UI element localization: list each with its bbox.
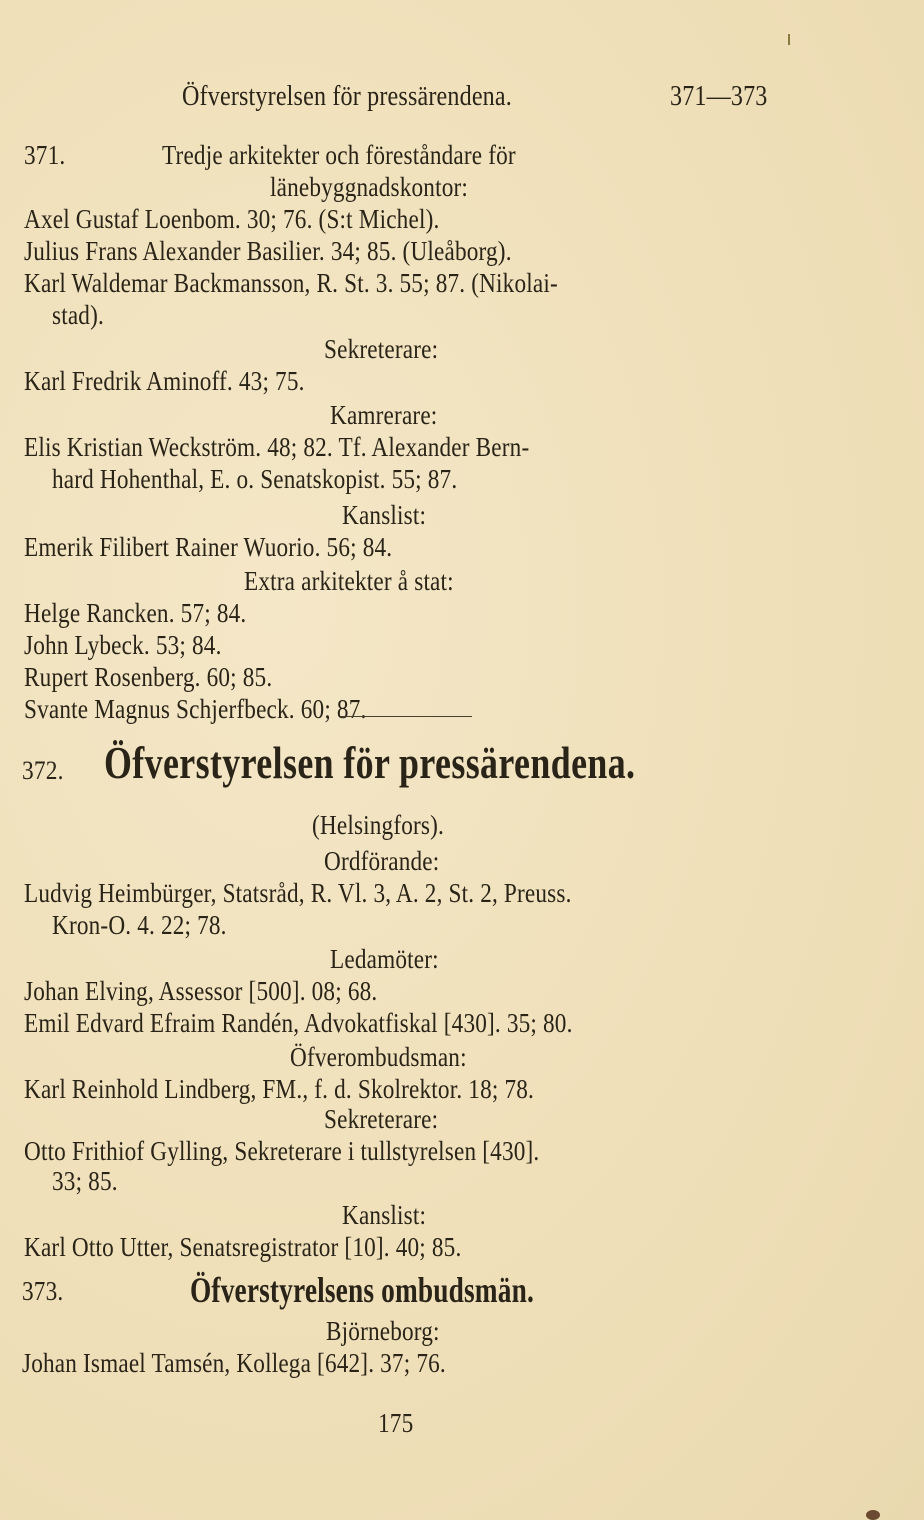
kanslist-entry: Emerik Filibert Rainer Wuorio. 56; 84. [24, 532, 393, 562]
paper-stain [866, 1510, 880, 1520]
kanslist-heading: Kanslist: [342, 500, 427, 530]
kanslist-entry: Karl Otto Utter, Senatsregistrator [10]. 40; 85. [24, 1232, 462, 1262]
section-371-entry-continued: stad). [52, 300, 104, 330]
ledamot-entry: Emil Edvard Efraim Randén, Advokatfiskal [430]. 35; 80. [24, 1008, 573, 1038]
sekreterare-entry: Karl Fredrik Aminoff. 43; 75. [24, 366, 305, 396]
kanslist-heading: Kanslist: [342, 1200, 427, 1230]
ledamoter-heading: Ledamöter: [330, 944, 439, 974]
section-372-location: (Helsingfors). [312, 810, 445, 840]
ordforande-entry-line1: Ludvig Heimbürger, Statsråd, R. Vl. 3, A. 2, St. 2, Preuss. [24, 878, 572, 908]
ordforande-entry-line2: Kron-O. 4. 22; 78. [52, 910, 227, 940]
ofverombudsman-heading: Öfverombudsman: [290, 1042, 467, 1072]
kamrerare-heading: Kamrerare: [330, 400, 438, 430]
sekreterare-entry-line1: Otto Frithiof Gylling, Sekreterare i tullstyrelsen [430]. [24, 1136, 540, 1166]
extra-arkitekter-heading: Extra arkitekter å stat: [244, 566, 454, 596]
section-372-title: Öfverstyrelsen för pressärendena. [104, 737, 636, 788]
sekreterare-entry-line2: 33; 85. [52, 1166, 118, 1196]
section-371-entry: Karl Waldemar Backmansson, R. St. 3. 55; 87. (Nikolai- [24, 268, 558, 298]
bjorneborg-heading: Björneborg: [326, 1316, 440, 1346]
section-372-number: 372. [22, 756, 64, 785]
ordforande-heading: Ordförande: [324, 846, 440, 876]
kamrerare-entry-line1: Elis Kristian Weckström. 48; 82. Tf. Alexander Bern- [24, 432, 530, 462]
running-head-title: Öfverstyrelsen för pressärendena. [182, 81, 512, 112]
extra-arkitekt-entry: Helge Rancken. 57; 84. [24, 598, 247, 628]
section-371-entry: Axel Gustaf Loenbom. 30; 76. (S:t Michel). [24, 204, 440, 234]
section-371-number: 371. [24, 140, 66, 170]
sekreterare-heading: Sekreterare: [324, 1104, 439, 1134]
kamrerare-entry-line2: hard Hohenthal, E. o. Senatskopist. 55; 87. [52, 464, 458, 494]
ofverombudsman-entry: Karl Reinhold Lindberg, FM., f. d. Skolrektor. 18; 78. [24, 1074, 534, 1104]
page-number: 175 [378, 1408, 414, 1438]
section-371-title-line2: länebyggnadskontor: [270, 172, 469, 202]
section-371-entry: Julius Frans Alexander Basilier. 34; 85. (Uleåborg). [24, 236, 512, 266]
paper-speck [788, 34, 790, 45]
extra-arkitekt-entry: Rupert Rosenberg. 60; 85. [24, 662, 273, 692]
extra-arkitekt-entry: Svante Magnus Schjerfbeck. 60; 87. [24, 694, 367, 724]
section-371-title-line1: Tredje arkitekter och föreståndare för [162, 140, 516, 170]
running-head-range: 371—373 [670, 81, 768, 112]
ledamot-entry: Johan Elving, Assessor [500]. 08; 68. [24, 976, 378, 1006]
bjorneborg-entry: Johan Ismael Tamsén, Kollega [642]. 37; 76. [22, 1348, 446, 1378]
sekreterare-heading: Sekreterare: [324, 334, 439, 364]
extra-arkitekt-entry: John Lybeck. 53; 84. [24, 630, 222, 660]
section-373-title: Öfverstyrelsens ombudsmän. [190, 1270, 534, 1310]
section-373-number: 373. [22, 1276, 64, 1306]
section-divider-rule [340, 716, 472, 717]
